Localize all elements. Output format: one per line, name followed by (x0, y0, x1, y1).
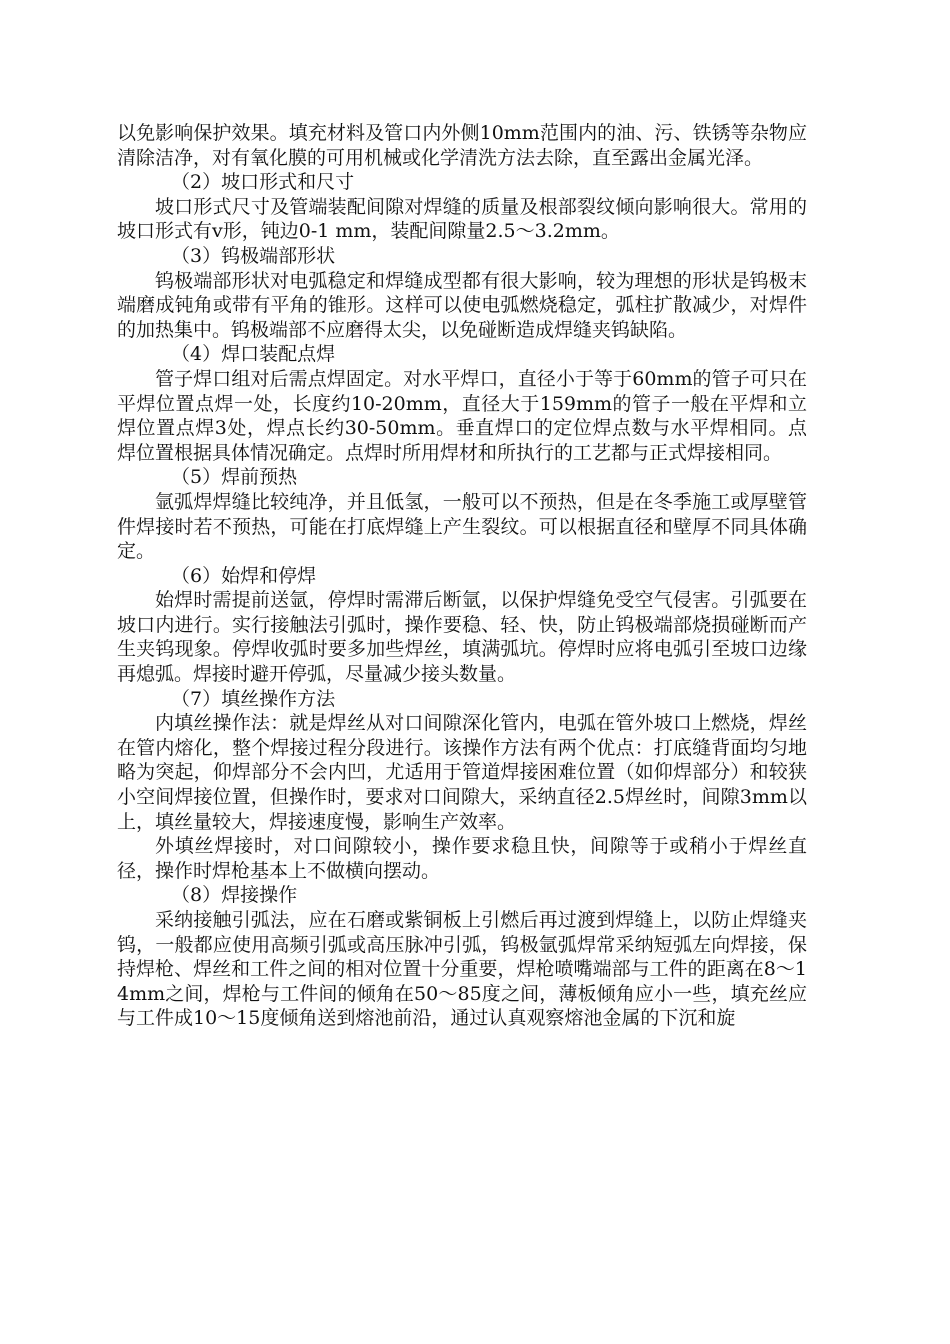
heading-tack-welding: （4）焊口装配点焊 (171, 343, 336, 366)
heading-preheat: （5）焊前预热 (171, 466, 298, 489)
paragraph-groove: 坡口形式尺寸及管端装配间隙对焊缝的质量及根部裂纹倾向影响很大。常用的坡口形式有v形，钝边0-1 mm，装配间隙量2.5～3.2mm。 (117, 195, 807, 243)
paragraph-inner-filler: 内填丝操作法：就是焊丝从对口间隙深化管内，电弧在管外坡口上燃烧，焊丝在管内熔化，整个焊接过程分段进行。该操作方法有两个优点：打底缝背面均匀地略为突起，仰焊部分不会内凹，尤适用于管道焊接困难位置（如仰焊部分）和较狭小空间焊接位置，但操作时，要求对口间隙大，采纳直径2.5焊丝时，间隙3mm以上，填丝量较大，焊接速度慢，影响生产效率。 (117, 712, 807, 833)
paragraph-start-stop: 始焊时需提前送氩，停焊时需滞后断氩，以保护焊缝免受空气侵害。引弧要在坡口内进行。实行接触法引弧时，操作要稳、轻、快，防止钨极端部烧损碰断而产生夹钨现象。停焊收弧时要多加些焊丝，填满弧坑。停焊时应将电弧引至坡口边缘再熄弧。焊接时避开停弧，尽量减少接头数量。 (117, 589, 807, 686)
paragraph-outer-filler: 外填丝焊接时，对口间隙较小，操作要求稳且快，间隙等于或稍小于焊丝直径，操作时焊枪基本上不做横向摆动。 (117, 835, 807, 882)
heading-welding-operation: （8）焊接操作 (171, 884, 298, 907)
paragraph-cleaning: 以免影响保护效果。填充材料及管口内外侧10mm范围内的油、污、铁锈等杂物应清除洁净，对有氧化膜的可用机械或化学清洗方法去除，直至露出金属光泽。 (117, 122, 807, 169)
paragraph-tungsten-tip: 钨极端部形状对电弧稳定和焊缝成型都有很大影响，较为理想的形状是钨极末端磨成钝角或带有平角的锥形。这样可以使电弧燃烧稳定，弧柱扩散减少，对焊件的加热集中。钨极端部不应磨得太尖，以免碰断造成焊缝夹钨缺陷。 (117, 269, 807, 341)
heading-start-stop: （6）始焊和停焊 (171, 564, 317, 587)
paragraph-welding-operation: 采纳接触引弧法，应在石磨或紫铜板上引燃后再过渡到焊缝上，以防止焊缝夹钨，一般都应使用高频引弧或高压脉冲引弧，钨极氩弧焊常采纳短弧左向焊接，保持焊枪、焊丝和工件之间的相对位置十分重要，焊枪喷嘴端部与工件的距离在8～14mm之间，焊枪与工件间的倾角在50～85度之间，薄板倾角应小一些，填充丝应与工件成10～15度倾角送到熔池前沿，通过认真观察熔池金属的下沉和旋 (117, 909, 807, 1030)
document-body (117, 121, 807, 1031)
paragraph-tack-welding: 管子焊口组对后需点焊固定。对水平焊口，直径小于等于60mm的管子可只在平焊位置点焊一处，长度约10-20mm，直径大于159mm的管子一般在平焊和立焊位置点焊3处，焊点长约30-50mm。垂直焊口的定位焊点数与水平焊相同。点焊位置根据具体情况确定。点焊时所用焊材和所执行的工艺都与正式焊接相同。 (117, 367, 807, 464)
heading-groove: （2）坡口形式和尺寸 (171, 171, 355, 194)
heading-tungsten-tip: （3）钨极端部形状 (171, 244, 336, 267)
paragraph-preheat: 氩弧焊焊缝比较纯净，并且低氢，一般可以不预热，但是在冬季施工或厚壁管件焊接时若不预热，可能在打底焊缝上产生裂纹。可以根据直径和壁厚不同具体确定。 (117, 490, 807, 563)
heading-filler: （7）填丝操作方法 (171, 687, 336, 710)
